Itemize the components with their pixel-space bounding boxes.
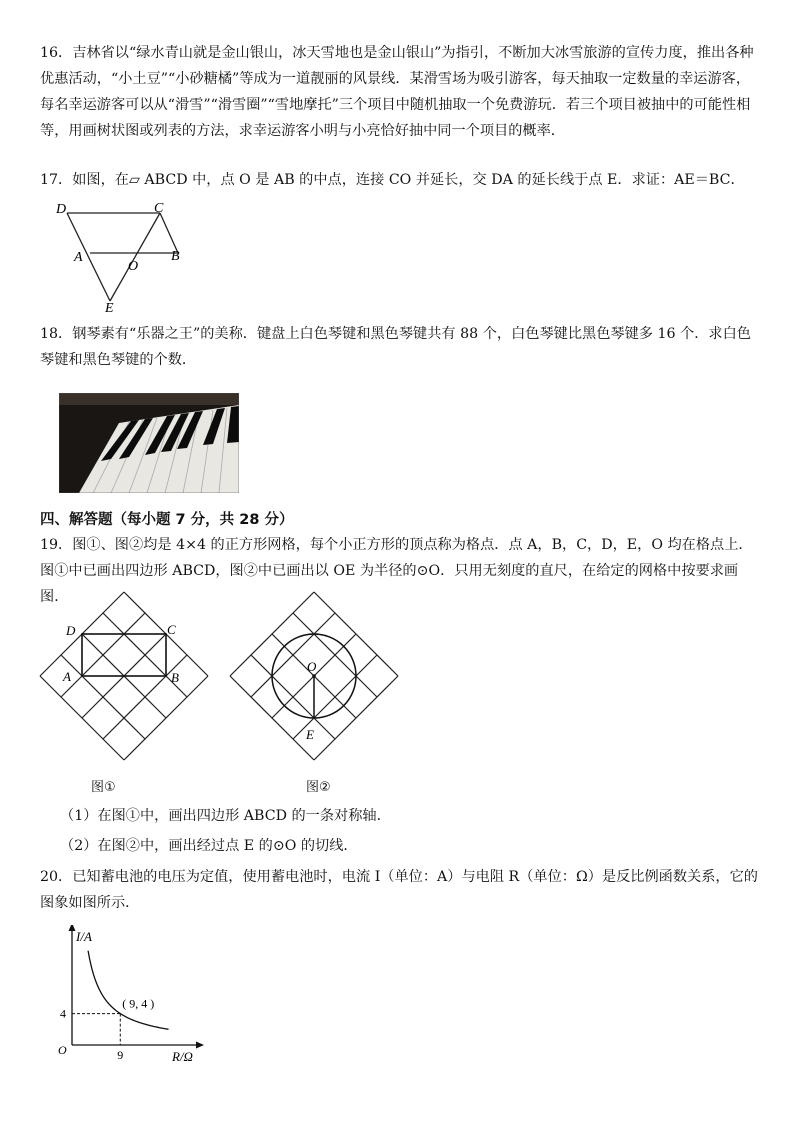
label-D: D xyxy=(66,623,76,638)
label-A: A xyxy=(74,250,83,265)
figure-1-caption: 图① xyxy=(91,780,116,795)
label-C: C xyxy=(167,622,176,637)
label-C: C xyxy=(154,201,164,216)
piano-keyboard-photo xyxy=(59,393,239,493)
parallelogram-figure xyxy=(50,198,200,316)
label-D: D xyxy=(56,202,67,217)
label-O: O xyxy=(307,659,317,674)
section-4-title: 四、解答题（每小题 7 分，共 28 分） xyxy=(40,512,294,528)
chart-origin: O xyxy=(58,1043,67,1057)
inverse-function-chart xyxy=(50,925,210,1065)
question-19-part-2: （2）在图②中，画出经过点 E 的⊙O 的切线． xyxy=(60,838,358,854)
label-B: B xyxy=(171,249,180,264)
label-O: O xyxy=(128,259,139,274)
x-axis-arrow xyxy=(196,1042,204,1049)
y-axis-arrow xyxy=(69,925,76,931)
question-19: 19．图①、图②均是 4×4 的正方形网格，每个小正方形的顶点称为格点．点 A，B，C，D，E，O 均在格点上．图①中已画出四边形 ABCD，图②中已画出以 OE 为半径的⊙O．只用无刻度的直尺，在给定的网格中按要求画图． xyxy=(40,537,753,605)
question-16: 16．吉林省以“绿水青山就是金山银山，冰天雪地也是金山银山”为指引，不断加大冰雪旅游的宣传力度，推出各种优惠活动，“小土豆”“小砂糖橘”等成为一道靓丽的风景线．某滑雪场为吸引游客，每天抽取一定数量的幸运游客，每名幸运游客可以从“滑雪”“滑雪圈”“雪地摩托”三个项目中随机抽取一个免费游玩．若三个项目被抽中的可能性相等，用画树状图或列表的方法，求幸运游客小明与小亮恰好抽中同一个项目的概率． xyxy=(40,45,754,139)
x-tick-9: 9 xyxy=(117,1048,124,1062)
chart-ylabel: I/A xyxy=(76,929,92,944)
question-18: 18．钢琴素有“乐器之王”的美称．键盘上白色琴键和黑色琴键共有 88 个，白色琴键比黑色琴键多 16 个．求白色琴键和黑色琴键的个数． xyxy=(40,326,751,368)
label-E: E xyxy=(105,301,114,316)
grid-figure-1 xyxy=(36,588,212,762)
y-tick-4: 4 xyxy=(60,1006,66,1021)
curve-series xyxy=(88,951,168,1030)
grid-figure-2 xyxy=(226,588,402,762)
label-E: E xyxy=(306,727,314,742)
question-19-part-1: （1）在图①中，画出四边形 ABCD 的一条对称轴． xyxy=(60,808,391,824)
label-A: A xyxy=(63,669,71,684)
figure-2-caption: 图② xyxy=(306,780,331,795)
point-label: ( 9, 4 ) xyxy=(122,996,155,1011)
chart-xlabel: R/Ω xyxy=(172,1049,193,1064)
label-B: B xyxy=(171,670,179,685)
question-17: 17．如图，在▱ ABCD 中，点 O 是 AB 的中点，连接 CO 并延长，交 DA 的延长线于点 E．求证：AE＝BC． xyxy=(40,172,745,188)
question-20: 20．已知蓄电池的电压为定值，使用蓄电池时，电流 I（单位：A）与电阻 R（单位：Ω）是反比例函数关系，它的图象如图所示． xyxy=(40,869,758,911)
